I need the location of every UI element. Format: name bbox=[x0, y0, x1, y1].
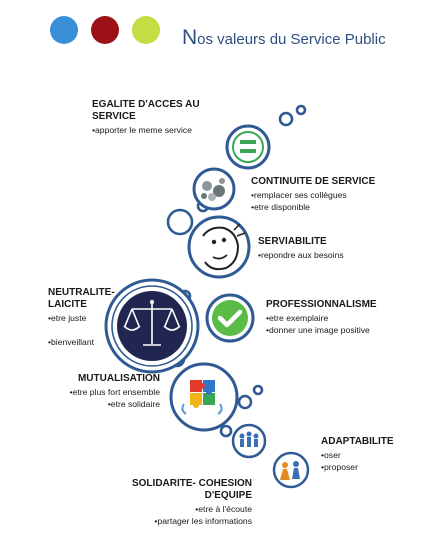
value-item: •etre solidaire bbox=[107, 398, 160, 409]
value-item: •remplacer ses collègues bbox=[251, 190, 347, 201]
value-item: •etre à l'écoute bbox=[195, 504, 252, 515]
value-item: •partager les informations bbox=[154, 515, 252, 526]
value-title: PROFESSIONNALISME bbox=[266, 299, 377, 310]
value-item: •etre exemplaire bbox=[266, 313, 329, 324]
value-egalite bbox=[92, 99, 200, 137]
value-item: •apporter le meme service bbox=[92, 125, 192, 136]
value-item: •proposer bbox=[321, 461, 358, 472]
value-item: •repondre aux besoins bbox=[258, 250, 344, 261]
puzzle-icon bbox=[171, 364, 237, 430]
value-solidarite bbox=[128, 478, 252, 527]
value-item: •bienveillant bbox=[48, 336, 95, 347]
equals-icon bbox=[227, 126, 269, 168]
group-icon bbox=[233, 425, 265, 457]
value-continuite bbox=[251, 176, 375, 213]
face-icon bbox=[189, 217, 249, 277]
value-item: •etre juste bbox=[48, 313, 87, 324]
value-title: MUTUALISATION bbox=[77, 373, 160, 384]
value-neutralite bbox=[48, 287, 115, 348]
value-item: •donner une image positive bbox=[266, 324, 370, 335]
value-title: ADAPTABILITE bbox=[321, 436, 394, 447]
value-adaptabilite bbox=[321, 436, 394, 473]
checkmark-icon bbox=[207, 295, 253, 341]
value-item: •oser bbox=[321, 450, 341, 461]
gears-icon bbox=[194, 169, 234, 209]
value-title: CONTINUITE DE SERVICE bbox=[251, 176, 376, 187]
value-serviabilite bbox=[258, 236, 344, 262]
page-title: Nos valeurs du Service Public bbox=[182, 26, 386, 49]
balance-scale-icon bbox=[106, 280, 198, 372]
value-title: NEUTRALITE- LAICITE bbox=[48, 287, 115, 311]
value-title: SERVIABILITE bbox=[258, 236, 327, 247]
value-item: •etre plus fort ensemble bbox=[69, 387, 160, 398]
value-title: EGALITE D'ACCES AU SERVICE bbox=[92, 99, 200, 123]
value-title: SOLIDARITE- COHESION D'EQUIPE bbox=[131, 478, 252, 502]
value-item: •etre disponible bbox=[251, 201, 310, 212]
value-mutualisation bbox=[46, 373, 160, 410]
value-professionnalisme bbox=[266, 299, 377, 336]
people-icon bbox=[274, 453, 308, 487]
